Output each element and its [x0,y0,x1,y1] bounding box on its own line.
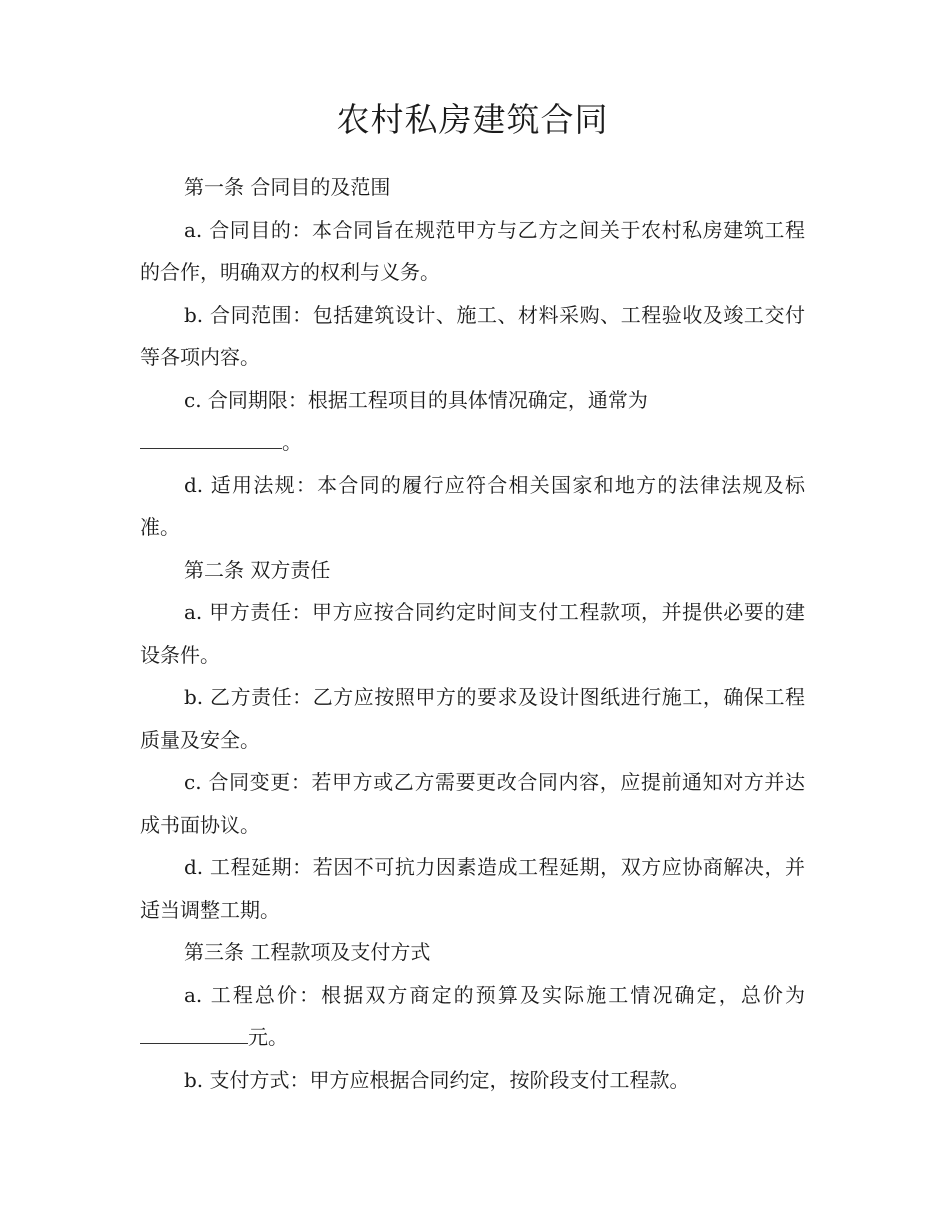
section-heading-1: 第一条 合同目的及范围 [184,175,391,199]
clause-1a: a. 合同目的：本合同旨在规范甲方与乙方之间关于农村私房建筑工程的合作，明确双方的权利与义务。 [140,217,805,284]
clause-3a [140,974,805,1059]
clause-2c: c. 合同变更：若甲方或乙方需要更改合同内容，应提前通知对方并达成书面协议。 [140,770,805,837]
fill-in-blank-duration[interactable] [140,421,282,449]
clause-2b: b. 乙方责任：乙方应按照甲方的要求及设计图纸进行施工，确保工程质量及安全。 [140,685,805,752]
document-title: 农村私房建筑合同 [336,100,609,139]
clause-1b: b. 合同范围：包括建筑设计、施工、材料采购、工程验收及竣工交付等各项内容。 [140,302,805,369]
clause-1c [140,379,805,464]
section-heading-2: 第二条 双方责任 [184,557,331,582]
document-body [140,166,805,1101]
clause-3a-suffix: 元。 [248,1025,288,1049]
clause-3a-text: a. 工程总价：根据双方商定的预算及实际施工情况确定，总价为 [184,982,805,1007]
section-heading-3: 第三条 工程款项及支付方式 [184,940,431,964]
clause-2a: a. 甲方责任：甲方应按合同约定时间支付工程款项，并提供必要的建设条件。 [140,600,805,667]
clause-2d: d. 工程延期：若因不可抗力因素造成工程延期，双方应协商解决，并适当调整工期。 [140,855,805,922]
fill-in-blank-total-price[interactable] [140,1016,248,1044]
clause-3b: b. 支付方式：甲方应根据合同约定，按阶段支付工程款。 [184,1067,690,1092]
clause-1c-text: c. 合同期限：根据工程项目的具体情况确定，通常为 [184,387,648,412]
clause-1c-suffix: 。 [282,430,302,454]
clause-1d: d. 适用法规：本合同的履行应符合相关国家和地方的法律法规及标准。 [140,472,805,539]
